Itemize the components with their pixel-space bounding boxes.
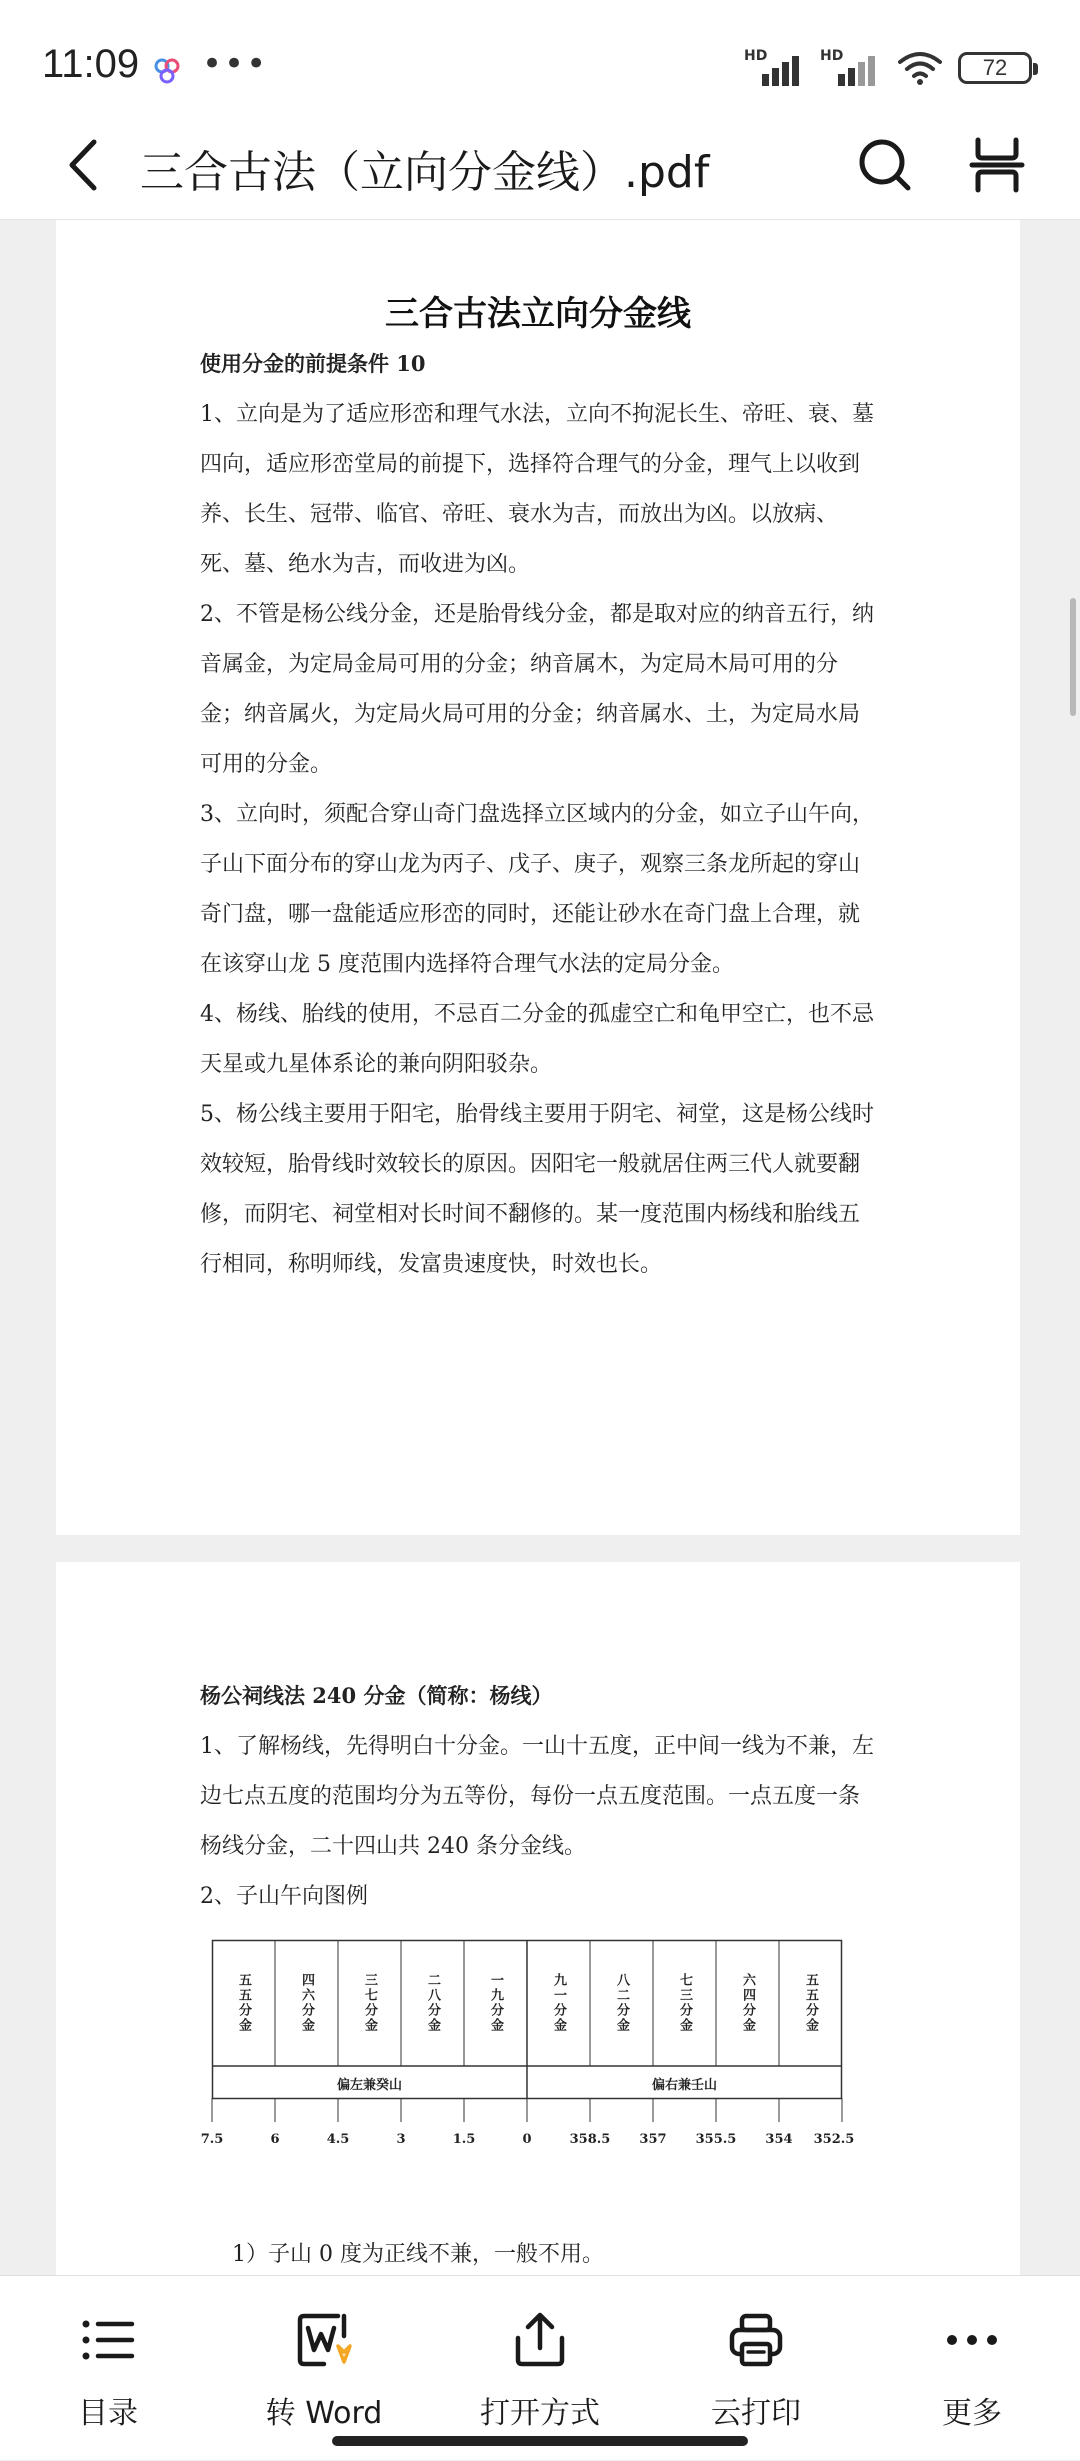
degree-label: 0 (522, 2132, 532, 2147)
degree-label: 1.5 (452, 2132, 476, 2147)
more-label: 更多 (942, 2396, 1002, 2431)
paragraph-3: 3、立向时，须配合穿山奇门盘选择立区域内的分金，如立子山午向，子山下面分布的穿山龙为丙子、戊子、庚子，观察三条龙所起的穿山奇门盘，哪一盘能适应形峦的同时，还能让砂水在奇门盘上合理，就在该穿山龙 5 度范围内选择符合理气水法的定局分金。 (200, 802, 874, 977)
pdf-viewer[interactable] (0, 220, 1080, 2275)
bottom-toolbar (0, 2275, 1080, 2460)
degree-label: 352.5 (813, 2132, 855, 2147)
paragraph-4: 4、杨线、胎线的使用，不忌百二分金的孤虚空亡和龟甲空亡，也不忌天星或九星体系论的兼向阴阳驳杂。 (200, 1002, 874, 1077)
section-heading: 使用分金的前提条件 10 (200, 351, 426, 376)
open-with-button[interactable] (450, 2276, 630, 2461)
cloud-print-label: 云打印 (711, 2396, 801, 2431)
fenjin-cell: 五五分金 (803, 1973, 818, 2033)
fenjin-cell: 九一分金 (551, 1973, 566, 2033)
fenjin-diagram (200, 1940, 855, 2190)
network-type-label-2: HD (820, 48, 844, 64)
printer-icon (726, 2310, 786, 2370)
degree-label: 4.5 (326, 2132, 350, 2147)
back-arrow-icon[interactable] (56, 132, 112, 198)
fenjin-cell: 三七分金 (362, 1973, 377, 2033)
convert-word-label: 转 Word (265, 2396, 383, 2431)
home-indicator[interactable] (332, 2436, 748, 2446)
app-header (0, 110, 1080, 220)
network-type-label: HD (744, 48, 768, 64)
more-icon (942, 2310, 1002, 2370)
fenjin-cell: 六四分金 (740, 1973, 755, 2033)
status-more-dots: ••• (202, 44, 269, 84)
paragraph-2: 2、不管是杨公线分金，还是胎骨线分金，都是取对应的纳音五行，纳音属金，为定局金局可用的分金；纳音属木，为定局木局可用的分金；纳音属火，为定局火局可用的分金；纳音属水、土，为定局水局可用的分金。 (200, 602, 874, 777)
cell-signal-icon-2 (820, 48, 882, 88)
pdf-page-1 (56, 220, 1020, 1535)
open-with-label: 打开方式 (480, 2396, 600, 2431)
pdf-page-2 (56, 1562, 1020, 2362)
battery-indicator: 72 (958, 52, 1032, 84)
cell-signal-icon (744, 48, 806, 88)
degree-label: 358.5 (569, 2132, 611, 2147)
fenjin-cell: 七三分金 (677, 1973, 692, 2033)
section-heading-2: 杨公祠线法 240 分金（简称：杨线） (200, 1683, 553, 1708)
paragraph-7: 2、子山午向图例 (200, 1884, 368, 1909)
degree-label: 354 (765, 2132, 793, 2147)
degree-label: 7.5 (200, 2132, 224, 2147)
scrollbar-thumb[interactable] (1070, 598, 1076, 716)
degree-label: 3 (396, 2132, 406, 2147)
status-bar (0, 0, 1080, 120)
degree-label: 357 (639, 2132, 667, 2147)
fenjin-cell: 四六分金 (299, 1973, 314, 2033)
word-convert-icon (294, 2310, 354, 2370)
fit-page-icon[interactable] (964, 132, 1030, 198)
paragraph-6: 1、了解杨线，先得明白十分金。一山十五度，正中间一线为不兼，左边七点五度的范围均分为五等份，每份一点五度范围。一点五度一条杨线分金，二十四山共 240 条分金线。 (200, 1734, 874, 1859)
search-icon[interactable] (852, 132, 918, 198)
paragraph-1: 1、立向是为了适应形峦和理气水法，立向不拘泥长生、帝旺、衰、墓四向，适应形峦堂局的前提下，选择符合理气的分金，理气上以收到养、长生、冠带、临官、帝旺、衰水为吉，而放出为凶。以放病、死、墓、绝水为吉，而收进为凶。 (200, 402, 874, 577)
wifi-icon (896, 48, 944, 88)
more-button[interactable] (882, 2276, 1062, 2461)
fenjin-cell: 五五分金 (236, 1973, 251, 2033)
degree-label: 6 (270, 2132, 280, 2147)
paragraph-5: 5、杨公线主要用于阳宅，胎骨线主要用于阴宅、祠堂，这是杨公线时效较短，胎骨线时效较长的原因。因阳宅一般就居住两三代人就要翻修，而阴宅、祠堂相对长时间不翻修的。某一度范围内杨线和胎线五行相同，称明师线，发富贵速度快，时效也长。 (200, 1102, 874, 1277)
list-icon (78, 2310, 138, 2370)
document-title: 三合古法（立向分金线）.pdf (140, 147, 710, 198)
degree-label: 355.5 (695, 2132, 737, 2147)
note-1: 1）子山 0 度为正线不兼，一般不用。 (232, 2242, 604, 2267)
pdf-title: 三合古法立向分金线 (385, 294, 691, 334)
share-icon (510, 2310, 570, 2370)
convert-word-button[interactable] (234, 2276, 414, 2461)
fenjin-cell: 二八分金 (425, 1973, 440, 2033)
app-notification-icon (152, 56, 182, 86)
fenjin-cell: 八二分金 (614, 1973, 629, 2033)
toc-label: 目录 (78, 2396, 138, 2431)
left-mountain-label: 偏左兼癸山 (336, 2077, 402, 2093)
cloud-print-button[interactable] (666, 2276, 846, 2461)
toc-button[interactable] (18, 2276, 198, 2461)
status-time: 11:09 (42, 42, 140, 86)
right-mountain-label: 偏右兼壬山 (651, 2077, 717, 2093)
fenjin-cell: 一九分金 (488, 1973, 503, 2033)
